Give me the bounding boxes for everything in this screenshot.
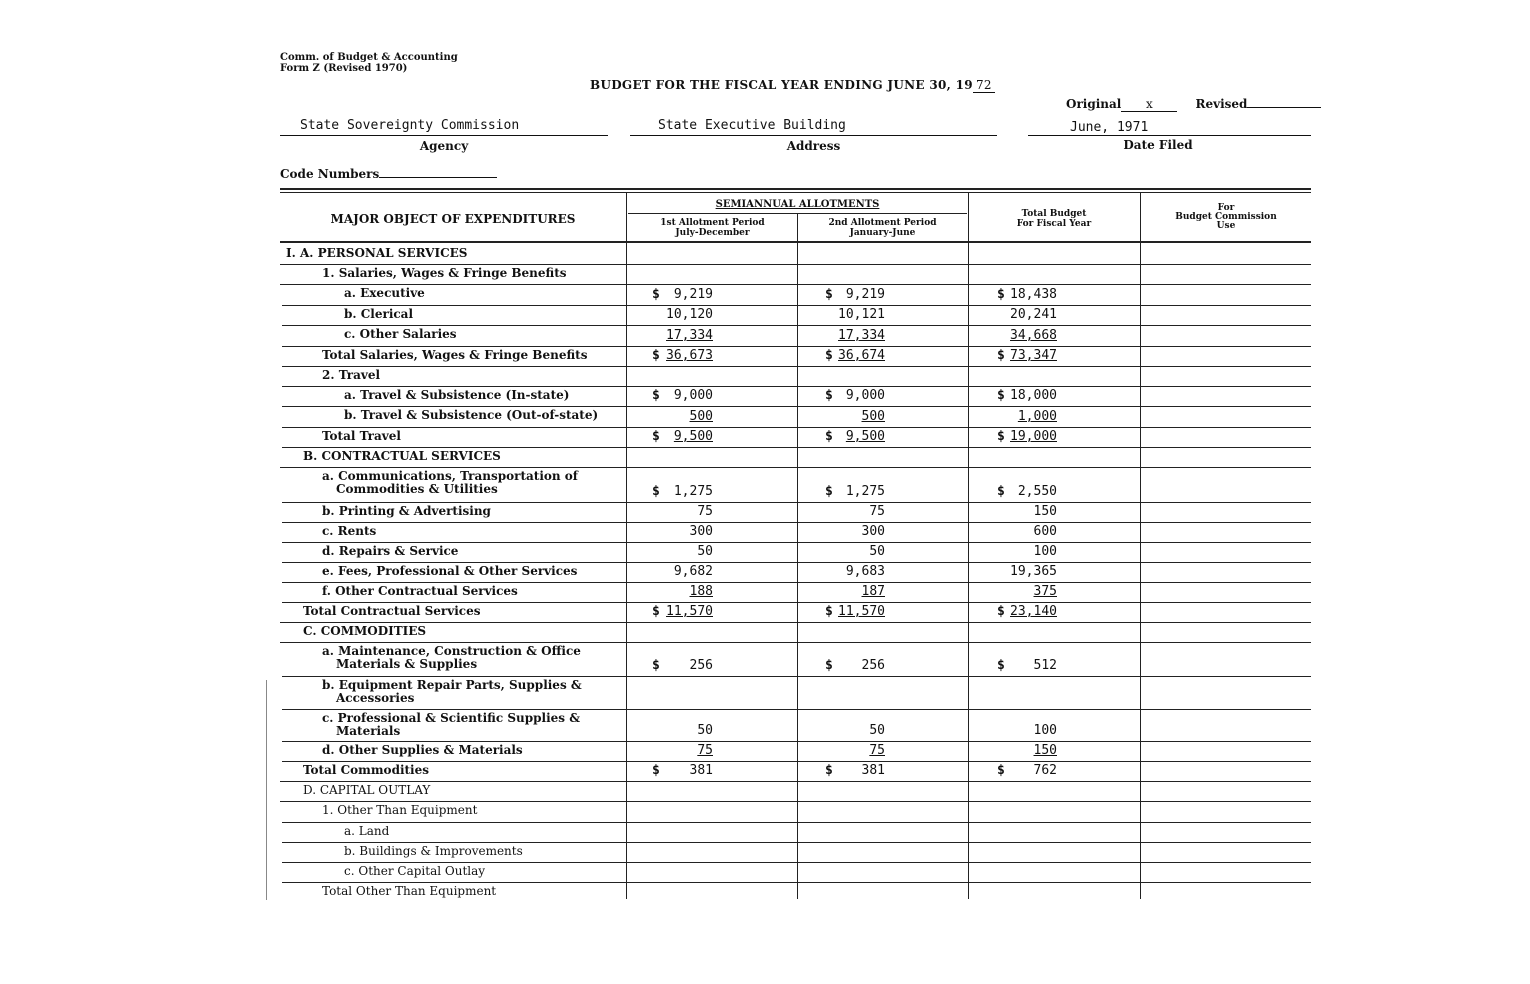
column-header-first-period xyxy=(628,218,797,238)
row-label xyxy=(344,328,457,341)
first-period-value[interactable]: 300 xyxy=(689,524,713,539)
dollar-sign: $ xyxy=(652,763,660,778)
row-label-text: D. CAPITAL OUTLAY xyxy=(303,783,431,797)
second-period-line-2: January-June xyxy=(849,228,916,238)
row-label-text: C. COMMODITIES xyxy=(303,624,427,638)
column-header-commission-use xyxy=(1141,204,1311,231)
first-period-line-1: 1st Allotment Period xyxy=(660,218,765,228)
row-divider xyxy=(282,882,1311,883)
row-divider xyxy=(282,842,1311,843)
row-label xyxy=(322,565,577,578)
total-budget-value[interactable]: 18,000 xyxy=(1010,388,1057,403)
first-period-value[interactable]: 9,682 xyxy=(673,564,713,579)
row-divider xyxy=(282,761,1311,762)
row-label-text: a. Land xyxy=(344,824,390,838)
row-divider xyxy=(280,801,1311,802)
agency-underline xyxy=(280,135,608,136)
total-budget-line-2: For Fiscal Year xyxy=(1016,219,1092,229)
row-divider xyxy=(282,582,1311,583)
dollar-sign: $ xyxy=(825,604,833,619)
row-label-continuation: Materials & Supplies xyxy=(336,657,478,671)
dollar-sign: $ xyxy=(652,604,660,619)
dollar-sign: $ xyxy=(652,388,660,403)
second-period-value[interactable]: 381 xyxy=(861,763,885,778)
row-label-text: Total Salaries, Wages & Fringe Benefits xyxy=(322,348,588,362)
form-id-line-2: Form Z (Revised 1970) xyxy=(280,63,408,74)
row-label xyxy=(322,267,567,280)
revised-label: Revised xyxy=(1195,97,1248,111)
code-numbers xyxy=(280,167,497,181)
row-label xyxy=(322,369,380,382)
dollar-sign: $ xyxy=(652,484,660,499)
row-label-text: b. Printing & Advertising xyxy=(322,504,491,518)
first-period-value[interactable]: 36,673 xyxy=(666,348,713,363)
row-label-text: Total Commodities xyxy=(303,763,430,777)
dollar-sign: $ xyxy=(997,348,1005,363)
row-divider xyxy=(282,602,1311,603)
dollar-sign: $ xyxy=(825,429,833,444)
address-caption: Address xyxy=(786,139,841,153)
address-underline xyxy=(630,135,997,136)
row-label-text: c. Rents xyxy=(322,524,377,538)
row-label-text: B. CONTRACTUAL SERVICES xyxy=(303,449,501,463)
row-label xyxy=(322,470,578,496)
total-budget-value[interactable]: 150 xyxy=(1033,504,1057,519)
row-label-text: 1. Salaries, Wages & Fringe Benefits xyxy=(322,266,567,280)
date-underline xyxy=(1028,135,1311,136)
second-period-value[interactable]: 50 xyxy=(869,544,885,559)
second-period-value[interactable]: 500 xyxy=(861,409,885,424)
total-budget-value[interactable]: 762 xyxy=(1033,763,1057,778)
row-label-text: Total Contractual Services xyxy=(303,604,481,618)
second-period-line-1: 2nd Allotment Period xyxy=(828,218,937,228)
first-period-value[interactable]: 50 xyxy=(697,723,713,738)
row-label xyxy=(322,645,581,671)
column-header-expenditures: MAJOR OBJECT OF EXPENDITURES xyxy=(330,212,576,226)
dollar-sign: $ xyxy=(997,287,1005,302)
second-period-value[interactable]: 75 xyxy=(869,743,885,758)
first-period-value[interactable]: 17,334 xyxy=(666,328,713,343)
total-budget-line-1: Total Budget xyxy=(1021,209,1087,219)
row-label-text: b. Equipment Repair Parts, Supplies & xyxy=(322,678,582,692)
row-label xyxy=(344,389,569,402)
row-label-text: I. A. PERSONAL SERVICES xyxy=(286,246,468,260)
table-top-rule xyxy=(280,188,1311,190)
total-budget-value[interactable]: 19,365 xyxy=(1010,564,1057,579)
column-header-semiannual: SEMIANNUAL ALLOTMENTS xyxy=(715,199,880,210)
row-label-text: b. Travel & Subsistence (Out-of-state) xyxy=(344,408,599,422)
second-period-value[interactable]: 256 xyxy=(861,658,885,673)
total-budget-value[interactable]: 100 xyxy=(1033,544,1057,559)
row-divider xyxy=(280,467,1311,468)
column-rule-3 xyxy=(968,192,969,899)
row-divider xyxy=(282,862,1311,863)
second-period-value[interactable]: 17,334 xyxy=(838,328,885,343)
dollar-sign: $ xyxy=(997,658,1005,673)
row-label xyxy=(344,287,425,300)
row-divider xyxy=(282,709,1311,710)
column-rule-2 xyxy=(797,213,798,899)
dollar-sign: $ xyxy=(825,388,833,403)
second-period-value[interactable]: 11,570 xyxy=(838,604,885,619)
row-label xyxy=(344,865,485,878)
second-period-value[interactable]: 187 xyxy=(861,584,885,599)
second-period-value[interactable]: 9,000 xyxy=(845,388,885,403)
date-filed-field[interactable]: June, 1971 xyxy=(1070,120,1149,135)
row-label xyxy=(322,585,518,598)
row-label-text: e. Fees, Professional & Other Services xyxy=(322,564,578,578)
row-divider xyxy=(282,741,1311,742)
row-label xyxy=(322,712,580,738)
row-divider xyxy=(282,562,1311,563)
table-top-rule-2 xyxy=(280,192,1311,193)
row-label-continuation: Materials xyxy=(336,724,401,738)
row-divider xyxy=(282,305,1311,306)
row-label-text: a. Travel & Subsistence (In-state) xyxy=(344,388,570,402)
row-label-text: b. Buildings & Improvements xyxy=(344,844,523,858)
form-title xyxy=(590,78,995,93)
first-period-value[interactable]: 11,570 xyxy=(666,604,713,619)
total-budget-value[interactable]: 2,550 xyxy=(1017,484,1057,499)
row-label xyxy=(344,845,523,858)
address-field[interactable]: State Executive Building xyxy=(658,118,846,133)
second-period-value[interactable]: 300 xyxy=(861,524,885,539)
row-divider xyxy=(280,264,1311,265)
row-divider xyxy=(280,642,1311,643)
fiscal-year-field[interactable]: 72 xyxy=(973,78,995,93)
first-period-value[interactable]: 10,120 xyxy=(666,307,713,322)
date-caption: Date Filed xyxy=(1123,138,1193,152)
row-label-text: c. Other Capital Outlay xyxy=(344,864,486,878)
second-period-value[interactable]: 1,275 xyxy=(845,484,885,499)
second-period-value[interactable]: 10,121 xyxy=(838,307,885,322)
total-budget-value[interactable]: 375 xyxy=(1033,584,1057,599)
column-rule-1 xyxy=(626,192,627,899)
total-budget-value[interactable]: 600 xyxy=(1033,524,1057,539)
dollar-sign: $ xyxy=(825,763,833,778)
row-label xyxy=(286,247,467,260)
commission-line-2: Budget Commission xyxy=(1175,212,1277,222)
dollar-sign: $ xyxy=(825,484,833,499)
row-divider xyxy=(282,542,1311,543)
row-label xyxy=(303,605,480,618)
row-divider xyxy=(280,781,1311,782)
first-period-value[interactable]: 75 xyxy=(697,743,713,758)
row-label xyxy=(303,764,429,777)
dollar-sign: $ xyxy=(652,348,660,363)
row-label-continuation: Commodities & Utilities xyxy=(336,482,498,496)
dollar-sign: $ xyxy=(997,388,1005,403)
row-divider xyxy=(282,822,1311,823)
row-label-text: a. Maintenance, Construction & Office xyxy=(322,644,581,658)
row-label-text: a. Communications, Transportation of xyxy=(322,469,578,483)
second-period-value[interactable]: 75 xyxy=(869,504,885,519)
agency-caption: Agency xyxy=(419,139,469,153)
column-header-total-budget xyxy=(969,209,1139,229)
row-label xyxy=(303,784,430,797)
row-divider xyxy=(282,386,1311,387)
dollar-sign: $ xyxy=(997,763,1005,778)
row-divider xyxy=(280,622,1311,623)
row-divider xyxy=(282,406,1311,407)
row-label xyxy=(322,804,477,817)
row-label xyxy=(303,450,501,463)
form-id-line-1: Comm. of Budget & Accounting xyxy=(280,52,458,63)
row-label-text: Total Travel xyxy=(322,429,401,443)
row-label-text: b. Clerical xyxy=(344,307,414,321)
dollar-sign: $ xyxy=(652,429,660,444)
first-period-value[interactable]: 188 xyxy=(689,584,713,599)
first-period-line-2: July-December xyxy=(675,228,750,238)
row-label-continuation: Accessories xyxy=(336,691,415,705)
first-period-value[interactable]: 256 xyxy=(689,658,713,673)
total-budget-value[interactable]: 1,000 xyxy=(1017,409,1057,424)
dollar-sign: $ xyxy=(997,604,1005,619)
column-rule-4 xyxy=(1140,192,1141,899)
row-divider xyxy=(282,522,1311,523)
row-label xyxy=(344,409,598,422)
dollar-sign: $ xyxy=(825,287,833,302)
second-period-value[interactable]: 9,219 xyxy=(845,287,885,302)
row-label-text: 1. Other Than Equipment xyxy=(322,803,478,817)
second-period-value[interactable]: 9,500 xyxy=(845,429,885,444)
row-divider xyxy=(282,346,1311,347)
code-numbers-label: Code Numbers xyxy=(280,167,380,181)
original-revised-line xyxy=(1066,97,1321,112)
first-period-value[interactable]: 50 xyxy=(697,544,713,559)
original-mark-field[interactable]: x xyxy=(1121,97,1177,112)
total-budget-value[interactable]: 20,241 xyxy=(1010,307,1057,322)
row-label xyxy=(322,885,496,898)
dollar-sign: $ xyxy=(825,348,833,363)
form-identifier xyxy=(280,52,458,74)
row-label xyxy=(322,545,458,558)
row-label xyxy=(322,744,523,757)
revised-mark-field[interactable] xyxy=(1247,107,1321,108)
total-budget-value[interactable]: 18,438 xyxy=(1010,287,1057,302)
row-divider xyxy=(282,447,1311,448)
first-period-value[interactable]: 9,500 xyxy=(673,429,713,444)
page-margin-rule xyxy=(266,680,267,900)
title-text: BUDGET FOR THE FISCAL YEAR ENDING JUNE 30, 19 xyxy=(590,78,973,92)
dollar-sign: $ xyxy=(997,484,1005,499)
agency-field[interactable]: State Sovereignty Commission xyxy=(300,118,520,133)
first-period-value[interactable]: 75 xyxy=(697,504,713,519)
row-divider xyxy=(282,366,1311,367)
total-budget-value[interactable]: 23,140 xyxy=(1010,604,1057,619)
row-label xyxy=(344,825,389,838)
first-period-value[interactable]: 9,000 xyxy=(673,388,713,403)
second-period-value[interactable]: 50 xyxy=(869,723,885,738)
total-budget-value[interactable]: 150 xyxy=(1033,743,1057,758)
total-budget-value[interactable]: 73,347 xyxy=(1010,348,1057,363)
dollar-sign: $ xyxy=(652,658,660,673)
row-label-text: Total Other Than Equipment xyxy=(322,884,497,898)
total-budget-value[interactable]: 19,000 xyxy=(1010,429,1057,444)
row-label-text: 2. Travel xyxy=(322,368,381,382)
row-label-text: c. Professional & Scientific Supplies & xyxy=(322,711,581,725)
original-label: Original xyxy=(1066,97,1122,111)
row-label xyxy=(322,349,587,362)
dollar-sign: $ xyxy=(652,287,660,302)
row-label xyxy=(322,679,582,705)
total-budget-value[interactable]: 34,668 xyxy=(1010,328,1057,343)
row-label-text: d. Repairs & Service xyxy=(322,544,459,558)
row-label xyxy=(322,525,376,538)
commission-line-1: For xyxy=(1217,203,1235,213)
column-header-second-period xyxy=(798,218,967,238)
header-bottom-rule xyxy=(280,241,1311,243)
total-budget-value[interactable]: 512 xyxy=(1033,658,1057,673)
commission-line-3: Use xyxy=(1216,221,1236,231)
second-period-value[interactable]: 36,674 xyxy=(838,348,885,363)
row-divider xyxy=(280,284,1311,285)
code-numbers-field[interactable] xyxy=(379,177,497,178)
first-period-value[interactable]: 381 xyxy=(689,763,713,778)
dollar-sign: $ xyxy=(997,429,1005,444)
row-divider xyxy=(282,502,1311,503)
row-label-text: f. Other Contractual Services xyxy=(322,584,518,598)
total-budget-value[interactable]: 100 xyxy=(1033,723,1057,738)
first-period-value[interactable]: 1,275 xyxy=(673,484,713,499)
row-divider xyxy=(282,325,1311,326)
row-label-text: a. Executive xyxy=(344,286,425,300)
row-label xyxy=(322,505,491,518)
first-period-value[interactable]: 9,219 xyxy=(673,287,713,302)
row-divider xyxy=(282,676,1311,677)
row-label xyxy=(322,430,401,443)
row-label xyxy=(344,308,413,321)
dollar-sign: $ xyxy=(825,658,833,673)
row-divider xyxy=(282,427,1311,428)
second-period-value[interactable]: 9,683 xyxy=(845,564,885,579)
row-label-text: c. Other Salaries xyxy=(344,327,457,341)
first-period-value[interactable]: 500 xyxy=(689,409,713,424)
row-label xyxy=(303,625,426,638)
row-label-text: d. Other Supplies & Materials xyxy=(322,743,523,757)
